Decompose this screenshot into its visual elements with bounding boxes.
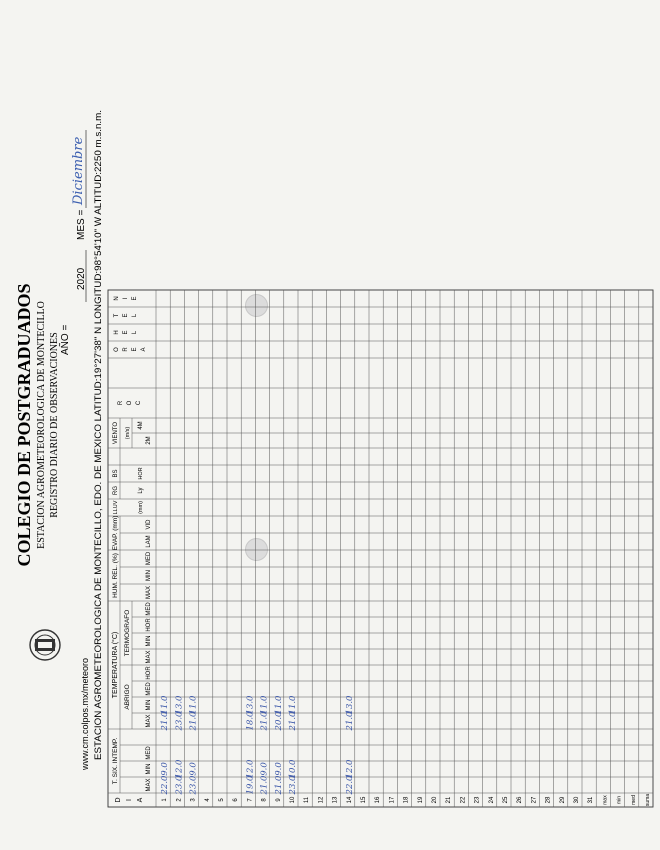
header-viento-2m: 2M (146, 436, 152, 445)
header-tel-letter: E (123, 313, 129, 318)
row-label: 14 (346, 796, 353, 804)
entry-six-min: 12.0 (245, 759, 256, 779)
header-hum-rel: HUM. REL. (%) (112, 553, 119, 598)
entry-abr-min: 11.0 (288, 695, 298, 715)
row-label: 3 (190, 798, 197, 802)
row-label: 30 (574, 796, 580, 804)
row-label: 20 (432, 796, 438, 804)
year-value: 2020 (76, 267, 87, 290)
header-hel-letter: E (123, 330, 129, 335)
entry-abr-max: 23.0 (174, 711, 185, 731)
entry-six-min: 9.0 (160, 762, 171, 776)
header-sub-max: MAX (146, 778, 152, 792)
header-lluv: LLUV (113, 500, 119, 515)
header-sub-hor: HOR (146, 666, 152, 680)
row-label: 17 (389, 796, 396, 804)
row-label: 19 (417, 796, 424, 804)
header-rocio-letter: O (127, 400, 133, 406)
entry-six-max: 23.0 (288, 775, 298, 795)
header-dia-letter: D (115, 797, 122, 803)
header-rocio-letter: C (136, 400, 142, 406)
header-orea-letter: O (114, 347, 120, 352)
header-viento-4m: 4M (138, 421, 144, 430)
row-label: 26 (517, 796, 524, 804)
row-label: 9 (275, 798, 282, 802)
header-bs-hor: HOR (138, 467, 144, 480)
row-label: 12 (318, 796, 325, 804)
header-rg-unit: Ly (138, 487, 144, 494)
row-label: 21 (446, 796, 453, 804)
header-sub-max: MAX (146, 650, 152, 664)
header-sub-min: MIN (146, 699, 152, 711)
row-label: 8 (261, 798, 268, 802)
row-label: 1 (162, 798, 169, 802)
header-sub-min: MIN (146, 635, 152, 647)
header-sub-max: MAX (146, 585, 152, 600)
entry-abr-min: 11.0 (160, 695, 171, 715)
row-label: max (602, 795, 609, 805)
entry-abr-min: 13.0 (344, 695, 355, 715)
header-sub-max: MAX (146, 714, 152, 728)
header-sub-min: MIN (146, 763, 152, 775)
header-evap: EVAP. (mm) (112, 515, 119, 551)
row-label: 22 (460, 796, 467, 804)
row-label: 15 (361, 796, 367, 804)
header-sub-hor: HOR (146, 618, 152, 632)
header-tel-letter: T (114, 313, 120, 318)
header-orea-letter: A (141, 347, 147, 352)
entry-six-max: 21.0 (273, 775, 284, 795)
entry-six-max: 23.0 (174, 775, 185, 795)
form-subtitle-station: ESTACION AGROMETEOROLOGICA DE MONTECILLO (36, 301, 47, 549)
header-tel-letter: L (132, 313, 138, 318)
header-nie-letter: I (123, 297, 129, 300)
entry-abr-max: 18.0 (245, 711, 256, 731)
website-url: www.cm.colpos.mx/meteoro (80, 657, 90, 770)
header-sub-min: MIN (146, 570, 152, 581)
row-label: 11 (304, 796, 311, 804)
row-label: med (630, 795, 637, 805)
entry-abr-max: 21.0 (188, 711, 199, 731)
entry-abr-max: 20.0 (273, 711, 284, 731)
entry-six-min: 9.0 (188, 762, 199, 776)
row-label: 23 (474, 796, 481, 804)
header-sub-med: MED (146, 551, 152, 566)
header-dia-letter: I (126, 799, 133, 801)
entry-six-min: 10.0 (288, 759, 298, 779)
row-label: 6 (233, 798, 240, 802)
header-lluv-unit: (mm) (138, 501, 144, 514)
entry-six-max: 21.0 (259, 775, 270, 795)
entry-six-min: 9.0 (259, 762, 270, 776)
header-abrigo: ABRIGO (124, 684, 131, 710)
header-orea-letter: R (123, 347, 129, 352)
station-info-line: ESTACION AGROMETEOROLOGICA DE MONTECILLO, EDO. DE MEXICO LATITUD:19°27'38" N LONGITUD:98°54'10" W ALTITUD:2250 m.s.n.m. (93, 129, 104, 760)
row-label: 2 (176, 798, 183, 802)
header-sub-med: MED (146, 602, 152, 616)
header-nie-letter: N (114, 296, 120, 301)
entry-six-max: 22.0 (160, 775, 171, 795)
row-label: 5 (219, 798, 225, 802)
row-labels (162, 794, 651, 806)
row-label: 10 (290, 796, 296, 804)
row-label: 18 (403, 796, 410, 804)
row-label: min (616, 795, 623, 805)
header-rg: RG (113, 486, 119, 495)
entry-abr-max: 21.0 (288, 711, 298, 731)
row-label: suma (645, 793, 651, 807)
row-label: 25 (503, 796, 509, 804)
entry-abr-max: 21.0 (344, 711, 355, 731)
header-sub-lam: LAM (146, 535, 152, 548)
header-dia-letter: A (137, 797, 144, 803)
entry-abr-max: 21.0 (160, 711, 171, 731)
entry-six-min: 9.0 (273, 762, 284, 776)
row-label: 27 (531, 796, 538, 804)
form-title: COLEGIO DE POSTGRADUADOS (14, 283, 34, 567)
header-orea-letter: E (132, 347, 138, 352)
college-logo (30, 630, 60, 660)
entry-abr-min: 11.0 (273, 695, 284, 715)
header-t-six: T. SIX. INTEMP. (112, 737, 119, 785)
year-label: AÑO = (60, 324, 71, 355)
header-viento-unit: (m/s) (125, 426, 131, 440)
month-label: MES = (76, 209, 87, 240)
month-value: Diciembre (71, 136, 86, 205)
header-termografo: TERMOGRAFO (124, 609, 131, 657)
row-label: 4 (204, 798, 211, 802)
form-subtitle-register: REGISTRO DIARIO DE OBSERVACIONES (49, 332, 60, 518)
row-label: 24 (488, 796, 495, 804)
entry-abr-min: 13.0 (174, 695, 185, 715)
entry-six-max: 22.0 (344, 775, 355, 795)
header-hel-letter: H (114, 330, 120, 335)
header-viento: VIENTO (113, 421, 119, 445)
header-temperatura: TEMPERATURA (°C) (112, 631, 119, 699)
entry-abr-max: 21.0 (259, 711, 270, 731)
header-sub-med: MED (146, 746, 152, 760)
header-sub-med: MED (146, 682, 152, 696)
entry-six-max: 19.0 (245, 775, 256, 795)
header-bs: BS (113, 469, 119, 478)
row-label: 29 (559, 796, 566, 804)
column-headers (111, 296, 152, 802)
entry-abr-min: 11.0 (188, 695, 199, 715)
entry-six-min: 12.0 (174, 759, 185, 779)
row-label: 7 (247, 798, 254, 802)
entry-abr-min: 11.0 (259, 695, 270, 715)
header-hel-letter: L (132, 330, 138, 335)
entry-six-max: 23.0 (188, 775, 199, 795)
row-label: 31 (588, 796, 595, 804)
header-sub-vid: VID (146, 519, 152, 530)
row-label: 13 (332, 796, 339, 804)
entry-six-min: 12.0 (344, 759, 355, 779)
row-label: 28 (545, 796, 552, 804)
header-rocio-letter: R (118, 400, 124, 406)
header-nie-letter: E (132, 296, 138, 301)
row-label: 16 (375, 796, 382, 804)
title-block (14, 110, 104, 771)
entry-abr-min: 13.0 (245, 695, 256, 715)
